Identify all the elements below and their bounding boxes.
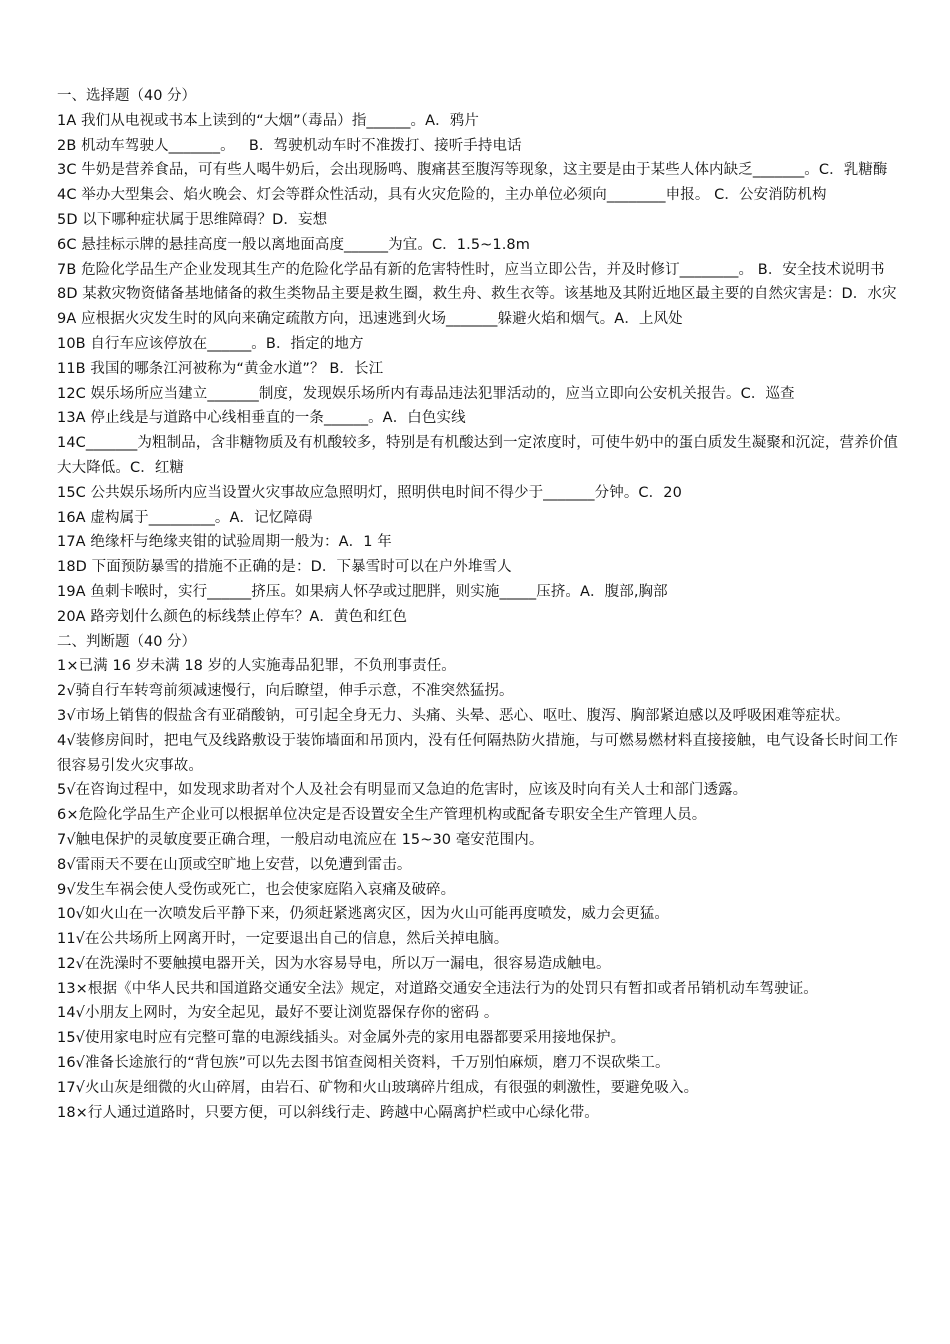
question-item: 17A 绝缘杆与绝缘夹钳的试验周期一般为：A．1 年 [57, 534, 392, 551]
judgement-item: 5√在咨询过程中，如发现求助者对个人及社会有明显而又急迫的危害时，应该及时向有关人士和部门透露。 [57, 782, 748, 799]
section-title-judgement: 二、判断题（40 分） [57, 633, 197, 650]
judgement-item: 15√使用家电时应有完整可靠的电源线插头。对金属外壳的家用电器都要采用接地保护。 [57, 1030, 626, 1047]
question-item: 14C_______为粗制品，含非糖物质及有机酸较多，特别是有机酸达到一定浓度时，可使牛奶中的蛋白质发生凝聚和沉淀，营养价值大大降低。C．红糖 [57, 435, 898, 476]
question-item: 3C 牛奶是营养食品，可有些人喝牛奶后，会出现肠鸣、腹痛甚至腹泻等现象，这主要是由于某些人体内缺乏_______。C．乳糖酶 [57, 162, 888, 179]
judgement-item: 1×已满 16 岁未满 18 岁的人实施毒品犯罪，不负刑事责任。 [57, 658, 456, 675]
question-item: 8D 某救灾物资储备基地储备的救生类物品主要是救生圈，救生舟、救生衣等。该基地及其附近地区最主要的自然灾害是：D．水灾 [57, 286, 897, 303]
question-item: 10B 自行车应该停放在______。B．指定的地方 [57, 335, 364, 352]
question-item: 18D 下面预防暴雪的措施不正确的是：D．下暴雪时可以在户外堆雪人 [57, 559, 512, 576]
section-title-choice: 一、选择题（40 分） [57, 88, 197, 104]
question-item: 15C 公共娱乐场所内应当设置火灾事故应急照明灯，照明供电时间不得少于_______分钟。C．20 [57, 484, 682, 501]
question-item: 1A 我们从电视或书本上读到的“大烟”（毒品）指______。A．鸦片 [57, 112, 479, 129]
question-item: 5D 以下哪种症状属于思维障碍？D．妄想 [57, 211, 328, 228]
question-item: 9A 应根据火灾发生时的风向来确定疏散方向，迅速逃到火场_______躲避火焰和烟气。A．上风处 [57, 311, 683, 328]
judgement-item: 12√在洗澡时不要触摸电器开关，因为水容易导电，所以万一漏电，很容易造成触电。 [57, 955, 611, 972]
judgement-item: 13×根据《中华人民共和国道路交通安全法》规定，对道路交通安全违法行为的处罚只有暂扣或者吊销机动车驾驶证。 [57, 980, 818, 997]
question-item: 13A 停止线是与道路中心线相垂直的一条______。A．白色实线 [57, 410, 466, 427]
judgement-item: 6×危险化学品生产企业可以根据单位决定是否设置安全生产管理机构或配备专职安全生产管理人员。 [57, 807, 707, 824]
question-item: 2B 机动车驾驶人_______。 B．驾驶机动车时不准拨打、接听手持电话 [57, 137, 522, 154]
judgement-item: 16√准备长途旅行的“背包族”可以先去图书馆查阅相关资料，千万别怕麻烦，磨刀不误砍柴工。 [57, 1055, 670, 1072]
judgement-item: 10√如火山在一次喷发后平静下来，仍须赶紧逃离灾区，因为火山可能再度喷发，威力会更猛。 [57, 906, 669, 923]
question-item: 12C 娱乐场所应当建立_______制度，发现娱乐场所内有毒品违法犯罪活动的，应当立即向公安机关报告。C．巡查 [57, 385, 795, 402]
question-item: 20A 路旁划什么颜色的标线禁止停车？A．黄色和红色 [57, 608, 407, 625]
question-item: 11B 我国的哪条江河被称为“黄金水道”？ B．长江 [57, 360, 384, 377]
judgement-item: 3√市场上销售的假盐含有亚硝酸钠，可引起全身无力、头痛、头晕、恶心、呕吐、腹泻、胸部紧迫感以及呼吸困难等症状。 [57, 707, 850, 724]
judgement-item: 9√发生车祸会使人受伤或死亡，也会使家庭陷入哀痛及破碎。 [57, 881, 456, 898]
judgement-item: 4√装修房间时，把电气及线路敷设于装饰墙面和吊顶内，没有任何隔热防火措施，与可燃易燃材料直接接触，电气设备长时间工作很容易引发火灾事故。 [57, 732, 898, 774]
judgement-item: 7√触电保护的灵敏度要正确合理，一般启动电流应在 15~30 毫安范围内。 [57, 831, 544, 848]
question-item: 7B 危险化学品生产企业发现其生产的危险化学品有新的危害特性时，应当立即公告，并及时修订________。 B．安全技术说明书 [57, 261, 885, 278]
question-item: 19A 鱼刺卡喉时，实行______挤压。如果病人怀孕或过肥胖，则实施_____压挤。A．腹部,胸部 [57, 583, 668, 600]
judgement-item: 18×行人通过道路时，只要方便，可以斜线行走、跨越中心隔离护栏或中心绿化带。 [57, 1104, 599, 1121]
question-item: 6C 悬挂标示牌的悬挂高度一般以离地面高度______为宜。C．1.5~1.8m [57, 236, 530, 253]
question-item: 4C 举办大型集会、焰火晚会、灯会等群众性活动，具有火灾危险的，主办单位必须向________申报。 C．公安消防机构 [57, 187, 827, 204]
judgement-item: 8√雷雨天不要在山顶或空旷地上安营，以免遭到雷击。 [57, 856, 412, 873]
judgement-item: 11√在公共场所上网离开时，一定要退出自己的信息，然后关掉电脑。 [57, 931, 509, 948]
judgement-item: 17√火山灰是细微的火山碎屑，由岩石、矿物和火山玻璃碎片组成，有很强的刺激性，要避免吸入。 [57, 1079, 699, 1096]
question-item: 16A 虚构属于_________。A．记忆障碍 [57, 509, 313, 526]
judgement-item: 14√小朋友上网时，为安全起见，最好不要让浏览器保存你的密码 。 [57, 1005, 499, 1022]
judgement-item: 2√骑自行车转弯前须减速慢行，向后瞭望，伸手示意，不准突然猛拐。 [57, 683, 514, 700]
